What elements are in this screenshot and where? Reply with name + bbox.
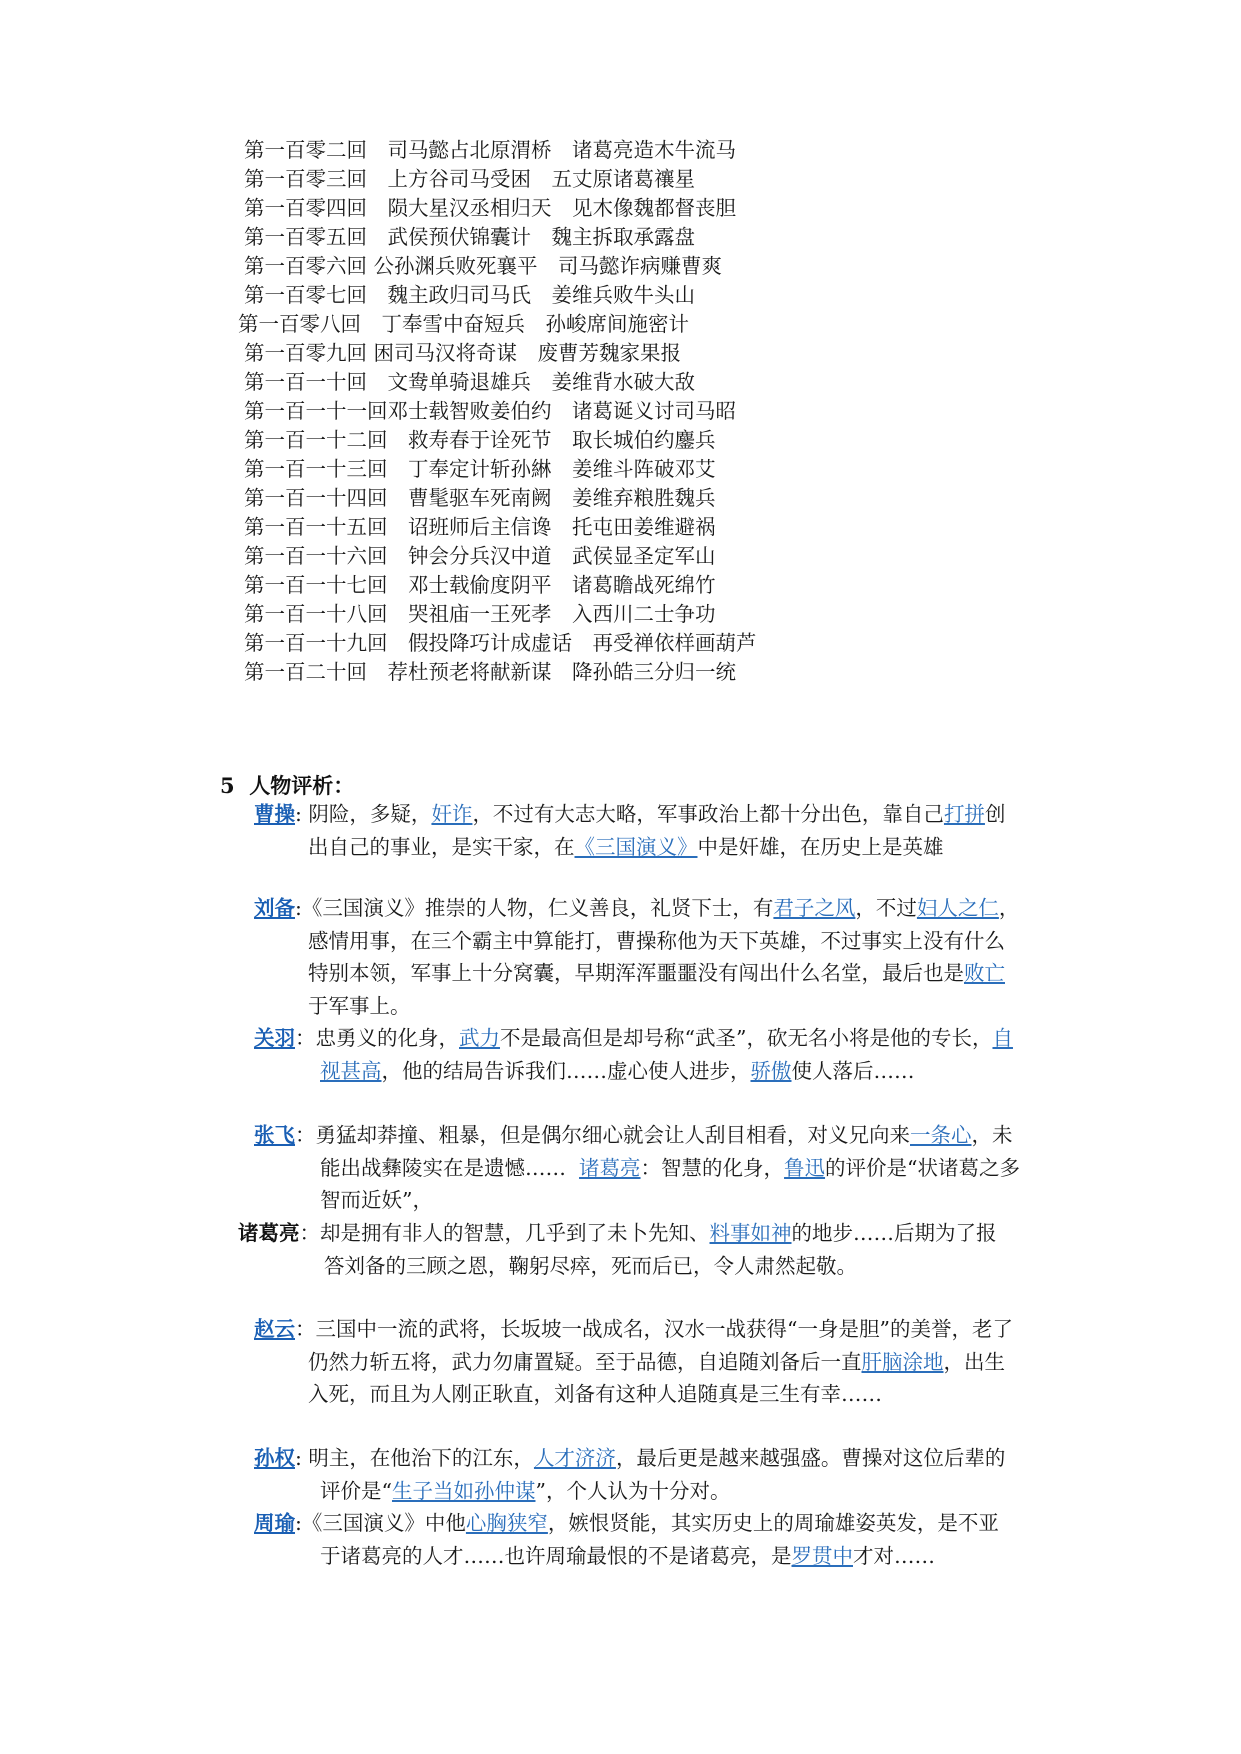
chapter-line: 第一百零五回 武侯预伏锦囊计 魏主拆取承露盘 <box>244 225 695 249</box>
section-heading: 5 人物评析： <box>220 773 355 798</box>
character-name-link[interactable]: 张飞 <box>254 1123 295 1147</box>
term-link[interactable]: 自 <box>992 1026 1013 1050</box>
character-caocao: 曹操: 阴险，多疑，奸诈，不过有大志大略，军事政治上都十分出色，靠自己打拼创 出自己的事业，是实干家，在《三国演义》中是奸雄，在历史上是英雄 <box>254 802 1006 859</box>
chapter-line: 第一百零九回 困司马汉将奇谋 废曹芳魏家果报 <box>244 341 682 365</box>
chapter-line: 第一百一十九回 假投降巧计成虚话 再受禅依样画葫芦 <box>244 631 757 655</box>
character-name: 诸葛亮 <box>238 1221 300 1245</box>
chapter-line: 第一百一十二回 救寿春于诠死节 取长城伯约鏖兵 <box>244 428 716 452</box>
character-name-link[interactable]: 周瑜 <box>254 1511 295 1535</box>
chapter-line: 第一百一十一回邓士载智败姜伯约 诸葛诞义讨司马昭 <box>244 399 736 423</box>
term-link[interactable]: 《三国演义》 <box>574 834 698 859</box>
chapter-line: 第一百一十六回 钟会分兵汉中道 武侯显圣定军山 <box>244 544 716 568</box>
character-zhouyu: 周瑜:《三国演义》中他心胸狭窄，嫉恨贤能，其实历史上的周瑜雄姿英发，是不亚 于诸葛亮的人才……也许周瑜最恨的不是诸葛亮，是罗贯中才对…… <box>254 1511 999 1568</box>
chapter-line: 第一百零七回 魏主政归司马氏 姜维兵败牛头山 <box>244 283 695 307</box>
chapter-line: 第一百一十五回 诏班师后主信谗 托屯田姜维避祸 <box>244 515 716 539</box>
term-link[interactable]: 料事如神 <box>709 1221 792 1245</box>
character-zhangfei: 张飞：勇猛却莽撞、粗暴，但是偶尔细心就会让人刮目相看，对义兄向来一条心，未 能出战彝陵实在是遗憾…… 诸葛亮：智慧的化身，鲁迅的评价是“状诸葛之多 智而近妖”， <box>254 1123 1021 1212</box>
term-link[interactable]: 诸葛亮 <box>579 1155 641 1180</box>
character-zhuge: 诸葛亮：却是拥有非人的智慧，几乎到了未卜先知、料事如神的地步……后期为了报 答刘备的三顾之恩，鞠躬尽瘁，死而后已，令人肃然起敬。 <box>238 1221 997 1278</box>
chapter-line: 第一百零四回 陨大星汉丞相归天 见木像魏都督丧胆 <box>244 196 736 220</box>
term-link[interactable]: 肝脑涂地 <box>861 1349 944 1374</box>
term-link[interactable]: 鲁迅 <box>784 1155 826 1180</box>
chapter-line: 第一百零六回 公孙渊兵败死襄平 司马懿诈病赚曹爽 <box>244 254 723 278</box>
chapter-line: 第一百一十七回 邓士载偷度阴平 诸葛瞻战死绵竹 <box>244 573 716 597</box>
term-link[interactable]: 打拼 <box>943 802 985 826</box>
character-guanyu: 关羽：忠勇义的化身，武力不是最高但是却号称“武圣”，砍无名小将是他的专长，自 视甚高，他的结局告诉我们……虚心使人进步，骄傲使人落后…… <box>254 1026 1013 1083</box>
term-link[interactable]: 心胸狭窄 <box>465 1511 548 1535</box>
term-link[interactable]: 武力 <box>459 1026 500 1050</box>
character-liubei: 刘备:《三国演义》推崇的人物，仁义善良，礼贤下士，有君子之风，不过妇人之仁， 感情用事，在三个霸主中算能打，曹操称他为天下英雄，不过事实上没有什么 特别本领，军事上十分窝囊，早期浑浑噩噩没有闯出什么名堂，最后也是败亡 于军事上。 <box>254 896 1020 1018</box>
term-link[interactable]: 罗贯中 <box>791 1543 853 1568</box>
chapter-line: 第一百一十回 文鸯单骑退雄兵 姜维背水破大敌 <box>244 370 695 394</box>
term-link[interactable]: 一条心 <box>910 1123 972 1147</box>
character-name-link[interactable]: 曹操 <box>254 802 295 826</box>
character-name-link[interactable]: 刘备 <box>254 896 295 920</box>
chapter-line: 第一百一十八回 哭祖庙一王死孝 入西川二士争功 <box>244 602 716 626</box>
character-zhaoyun: 赵云：三国中一流的武将，长坂坡一战成名，汉水一战获得“一身是胆”的美誉，老了 仍然力斩五将，武力勿庸置疑。至于品德，自追随刘备后一直肝脑涂地，出生 入死，而且为人刚正耿直，刘备有这种人追随真是三生有幸…… <box>254 1317 1013 1406</box>
character-name-link[interactable]: 孙权 <box>254 1446 295 1470</box>
chapter-line: 第一百零八回 丁奉雪中奋短兵 孙峻席间施密计 <box>238 312 689 336</box>
term-link[interactable]: 妇人之仁 <box>916 896 999 920</box>
chapter-line: 第一百一十四回 曹髦驱车死南阙 姜维弃粮胜魏兵 <box>244 486 716 510</box>
term-link[interactable]: 视甚高 <box>320 1058 382 1083</box>
character-name-link[interactable]: 关羽 <box>254 1026 295 1050</box>
chapter-line: 第一百零三回 上方谷司马受困 五丈原诸葛禳星 <box>244 167 695 191</box>
chapter-line: 第一百零二回 司马懿占北原渭桥 诸葛亮造木牛流马 <box>244 138 736 162</box>
term-link[interactable]: 骄傲 <box>750 1058 792 1083</box>
term-link[interactable]: 败亡 <box>964 961 1005 985</box>
character-sunquan: 孙权: 明主，在他治下的江东，人才济济，最后更是越来越强盛。曹操对这位后辈的 评价是“生子当如孙仲谋”，个人认为十分对。 <box>254 1446 1006 1503</box>
term-link[interactable]: 生子当如孙仲谋 <box>391 1478 536 1503</box>
term-link[interactable]: 奸诈 <box>431 802 473 826</box>
chapter-line: 第一百一十三回 丁奉定计斩孙綝 姜维斗阵破邓艾 <box>244 457 716 481</box>
chapter-line: 第一百二十回 荐杜预老将献新谋 降孙皓三分归一统 <box>244 660 736 684</box>
term-link[interactable]: 君子之风 <box>773 896 856 920</box>
term-link[interactable]: 人才济济 <box>533 1446 616 1470</box>
character-name-link[interactable]: 赵云 <box>254 1317 295 1341</box>
